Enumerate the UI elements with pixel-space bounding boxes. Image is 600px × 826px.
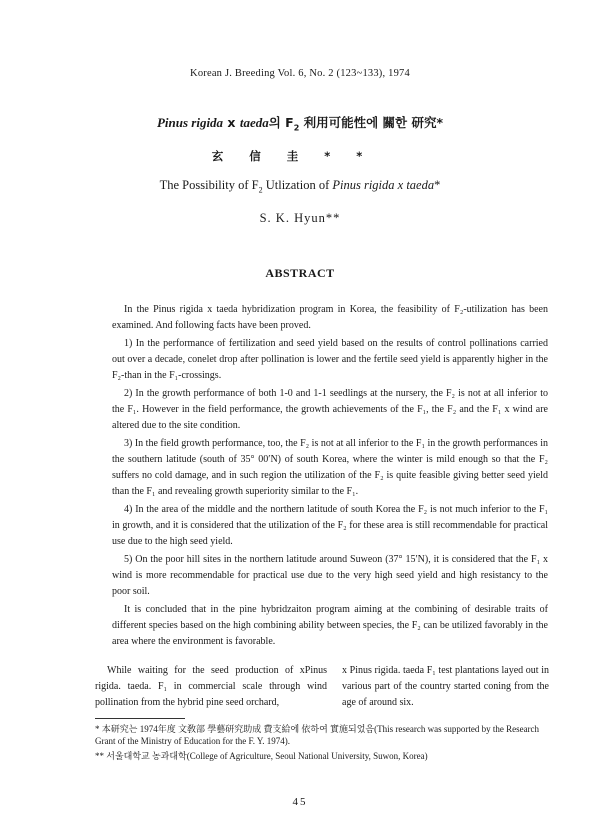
korean-title-rest2: 利用可能性에 關한 研究* xyxy=(299,115,444,130)
footnote-funding: * 本研究는 1974年度 文敎部 學藝研究助成 費支給에 依하여 實施되었음(This research was supported by the Research Grant of the Ministry of Education for the F. Y. 1974). xyxy=(95,724,540,746)
abstract-paragraph: 3) In the field growth performance, too, the F₂ is not at all inferior to the F₁ in the growth performances in the southern latitude (south of 35° 00′N) of south Korea, where the winter is mild enough so that the F₂ suffers no cold damage, and in such region the utilization of the F₂ is quite feasible giving better seed yield than the F₁ and revealing growth superiority similar to the F₁. xyxy=(112,438,548,497)
korean-title-species2: taeda xyxy=(239,115,269,130)
korean-author: 玄信圭** xyxy=(211,149,389,163)
journal-citation: Korean J. Breeding Vol. 6, No. 2 (123~133), 1974 xyxy=(190,68,410,79)
footnote-rule xyxy=(95,718,185,719)
english-title-species: Pinus rigida x taeda xyxy=(332,178,435,192)
abstract-paragraph: 4) In the area of the middle and the northern latitude of south Korea the F₂ is not much inferior to the F₁ in growth, and it is considered that the utilization of the F₂ for these area is still recommendable for practical use due to the high seed yield. xyxy=(112,504,548,547)
abstract-paragraph: It is concluded that in the pine hybridzaiton program aiming at the combining of desirable traits of different species based on the high combining ability between species, the F₂ can be utilized favorably in the area where the environment is favorable. xyxy=(112,604,548,647)
abstract-paragraph: 1) In the performance of fertilization and seed yield based on the results of control pollinations carried out over a decade, conelet drop after pollination is lower and the fertile seed yield is apparently higher in the F₂-than in the F₁-crossings. xyxy=(112,338,548,381)
body-column-left xyxy=(95,663,327,711)
body-text-right: x Pinus rigida. taeda F₁ test plantations layed out in various part of the country started coning from the age of around six. xyxy=(342,665,549,708)
korean-title-rest: 의 F xyxy=(268,115,294,130)
english-title-mid: Utlization of xyxy=(262,178,333,192)
abstract-paragraph: 2) In the growth performance of both 1-0 and 1-1 seedlings at the nursery, the F₂ is not at all inferior to the F₁. However in the field performance, the growth achievements of the F₁, the F₂ and the F₁ x wind are altered due to the site condition. xyxy=(112,388,548,431)
korean-title xyxy=(0,113,600,133)
abstract-heading: ABSTRACT xyxy=(265,266,335,280)
page-number: 45 xyxy=(292,796,308,808)
english-title-sub: 2 xyxy=(258,185,263,195)
korean-title-sub: 2 xyxy=(293,123,300,133)
english-author: S. K. Hyun** xyxy=(259,211,341,225)
body-text-left: While waiting for the seed production of xPinus rigida. taeda. F₁ in commercial scale through wind pollination from the hybrid pine seed orchard, xyxy=(95,665,327,708)
body-column-right xyxy=(342,663,549,711)
abstract-paragraph: 5) On the poor hill sites in the northern latitude around Suweon (37° 15′N), it is considered that the F₁ x wind is more recommendable for practical use due to the very high seed yield and high resistancy to the poor soil. xyxy=(112,554,548,597)
english-title-pre: The Possibility of F xyxy=(159,178,259,192)
english-title xyxy=(0,178,600,195)
abstract-paragraph: In the Pinus rigida x taeda hybridization program in Korea, the feasibility of F₂-utilization has been examined. And following facts have been proved. xyxy=(112,304,548,331)
footnote-affiliation: ** 서울대학교 농과대학(College of Agriculture, Seoul National University, Suwon, Korea) xyxy=(95,751,428,761)
korean-title-species: Pinus rigida xyxy=(156,115,224,130)
abstract-body xyxy=(112,302,548,652)
korean-title-x: x xyxy=(223,115,240,130)
english-title-post: * xyxy=(434,178,441,192)
